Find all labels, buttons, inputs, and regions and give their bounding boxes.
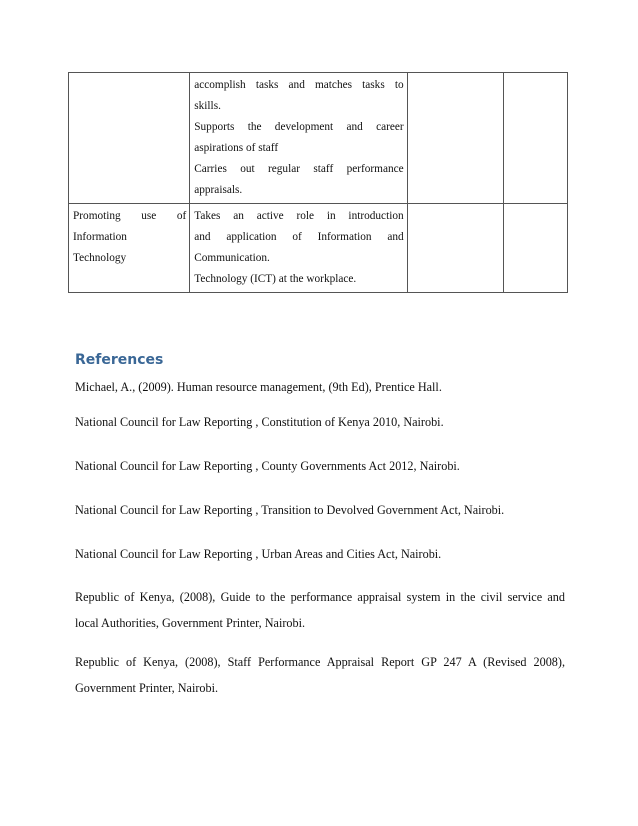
reference-item (75, 453, 565, 479)
table-cell-empty (503, 204, 567, 293)
reference-line: Government Printer, Nairobi. (75, 681, 219, 695)
table-cell-description (190, 73, 407, 204)
reference-line: Republic of Kenya, (2008), Guide to the performance appraisal system in the civil service and (75, 590, 565, 604)
reference-line: National Council for Law Reporting , Urban Areas and Cities Act, Nairobi. (75, 547, 442, 561)
reference-line: National Council for Law Reporting , Transition to Devolved Government Act, Nairobi. (75, 503, 505, 517)
cell-line: appraisals. (194, 184, 243, 196)
table-cell-area (69, 73, 190, 204)
cell-line: Communication. (194, 252, 270, 264)
reference-item (75, 409, 565, 435)
table-row (69, 204, 568, 293)
cell-line: skills. (194, 100, 221, 112)
reference-item (75, 374, 565, 400)
cell-line: aspirations of staff (194, 142, 279, 154)
cell-line: Promoting use of (73, 210, 187, 222)
cell-line: and application of Information and (194, 231, 404, 243)
competency-table (68, 72, 568, 293)
table-cell-area (69, 204, 190, 293)
cell-line: Technology (73, 252, 127, 264)
reference-line: local Authorities, Government Printer, Nairobi. (75, 616, 306, 630)
cell-line: Technology (ICT) at the workplace. (194, 273, 357, 285)
table-cell-empty (503, 73, 567, 204)
reference-item (75, 584, 565, 636)
reference-item (75, 541, 565, 567)
reference-line: National Council for Law Reporting , Constitution of Kenya 2010, Nairobi. (75, 415, 444, 429)
table-row (69, 73, 568, 204)
reference-item (75, 497, 565, 523)
cell-line: accomplish tasks and matches tasks to (194, 79, 404, 91)
table-cell-empty (407, 73, 503, 204)
table-cell-description (190, 204, 407, 293)
reference-line: National Council for Law Reporting , County Governments Act 2012, Nairobi. (75, 459, 460, 473)
cell-line: Information (73, 231, 127, 243)
cell-line: Takes an active role in introduction (194, 210, 404, 222)
table-cell-empty (407, 204, 503, 293)
cell-line: Carries out regular staff performance (194, 163, 404, 175)
references-heading: References (75, 352, 164, 368)
reference-line: Republic of Kenya, (2008), Staff Performance Appraisal Report GP 247 A (Revised 2008), (75, 655, 565, 669)
cell-line: Supports the development and career (194, 121, 404, 133)
reference-line: Michael, A., (2009). Human resource management, (9th Ed), Prentice Hall. (75, 380, 442, 394)
reference-item (75, 649, 565, 701)
